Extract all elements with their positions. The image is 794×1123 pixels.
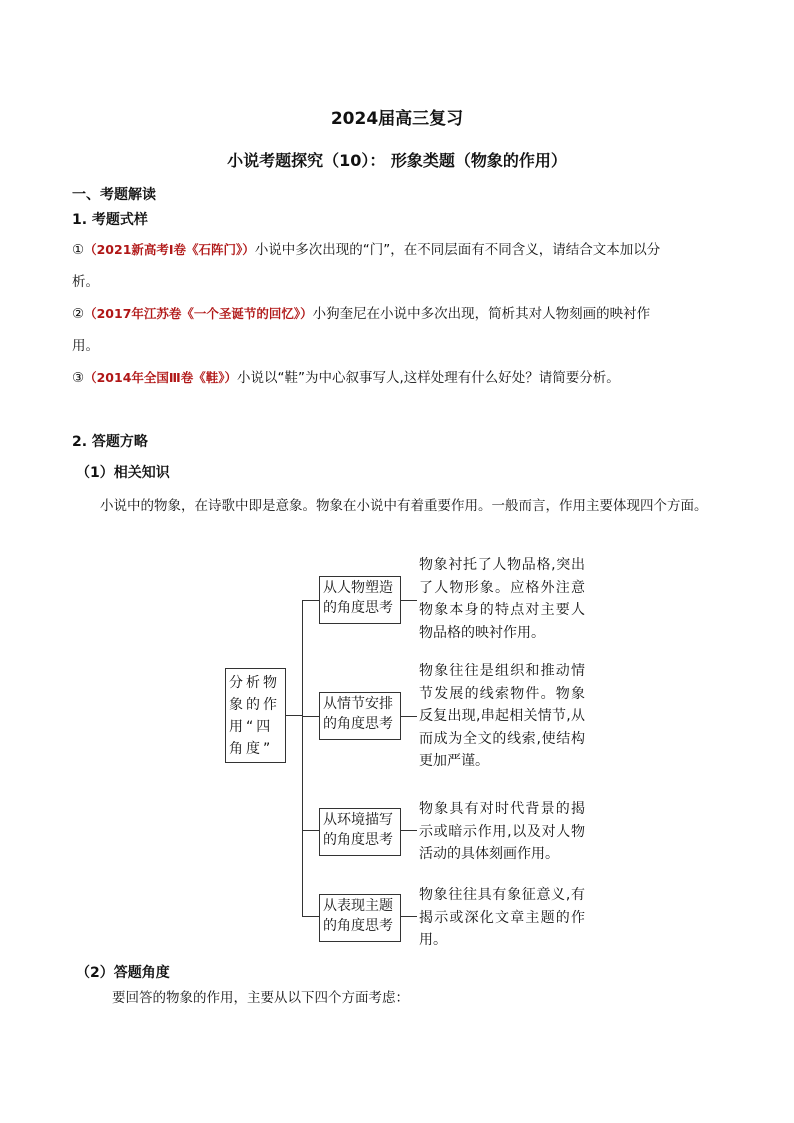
question-source: （2017年江苏卷《一个圣诞节的回忆》） [84, 306, 313, 321]
diagram-connector [286, 715, 302, 716]
sub-heading-question-samples: 1. 考题式样 [72, 212, 148, 228]
section-heading-1: 一、考题解读 [72, 187, 156, 203]
question-text: 小说以“鞋”为中心叙事写人,这样处理有什么好处？请简要分析。 [236, 370, 620, 386]
diagram-connector [302, 916, 319, 917]
question-num: ① [72, 242, 85, 258]
question-1-cont: 析。 [72, 274, 99, 290]
diagram-branch-character: 从人物塑造的角度思考 [319, 576, 401, 624]
question-source: （2021新高考Ⅰ卷《石阵门》） [84, 242, 255, 257]
diagram-connector [302, 830, 319, 831]
section-heading-2: 2. 答题方略 [72, 434, 148, 450]
question-text: 小狗奎尼在小说中多次出现，简析其对人物刻画的映衬作 [312, 306, 651, 322]
question-2-cont: 用。 [72, 338, 99, 354]
diagram-connector [302, 716, 319, 717]
diagram-connector [302, 600, 319, 601]
diagram-branch-environment: 从环境描写的角度思考 [319, 808, 401, 856]
diagram-connector [401, 716, 417, 717]
question-1 [72, 234, 732, 266]
part2-heading: （2）答题角度 [76, 965, 170, 981]
question-num: ② [72, 306, 85, 322]
diagram-desc-character: 物象衬托了人物品格,突出了人物形象。应格外注意物象本身的特点对主要人物品格的映衬作用。 [419, 557, 585, 641]
diagram-branch-theme: 从表现主题的角度思考 [319, 894, 401, 942]
diagram-connector [401, 830, 417, 831]
question-source: （2014年全国Ⅲ卷《鞋》） [84, 370, 237, 385]
question-num: ③ [72, 370, 85, 386]
page-title: 2024届高三复习 [330, 109, 464, 129]
question-2 [72, 298, 732, 330]
page-subtitle: 小说考题探究（10）： 形象类题（物象的作用） [227, 151, 567, 170]
diagram-connector [401, 916, 417, 917]
diagram-desc-environment: 物象具有对时代背景的揭示或暗示作用,以及对人物活动的具体刻画作用。 [419, 801, 585, 862]
part2-text: 要回答的物象的作用，主要从以下四个方面考虑： [112, 990, 409, 1006]
diagram-root-box: 分析物象的作用“四角度” [225, 668, 286, 763]
diagram-trunk-line [302, 600, 303, 916]
question-3 [72, 362, 732, 394]
diagram-desc-theme: 物象往往具有象征意义,有揭示或深化文章主题的作用。 [419, 887, 585, 948]
intro-paragraph: 小说中的物象，在诗歌中即是意象。物象在小说中有着重要作用。一般而言，作用主要体现四个方面。 [100, 498, 708, 514]
question-text: 小说中多次出现的“门”，在不同层面有不同含义，请结合文本加以分 [254, 242, 661, 258]
diagram-desc-plot: 物象往往是组织和推动情节发展的线索物件。物象反复出现,串起相关情节,从而成为全文的线索,使结构更加严谨。 [419, 663, 585, 769]
diagram-connector [401, 600, 417, 601]
part1-heading: （1）相关知识 [76, 465, 170, 481]
diagram-branch-plot: 从情节安排的角度思考 [319, 692, 401, 740]
